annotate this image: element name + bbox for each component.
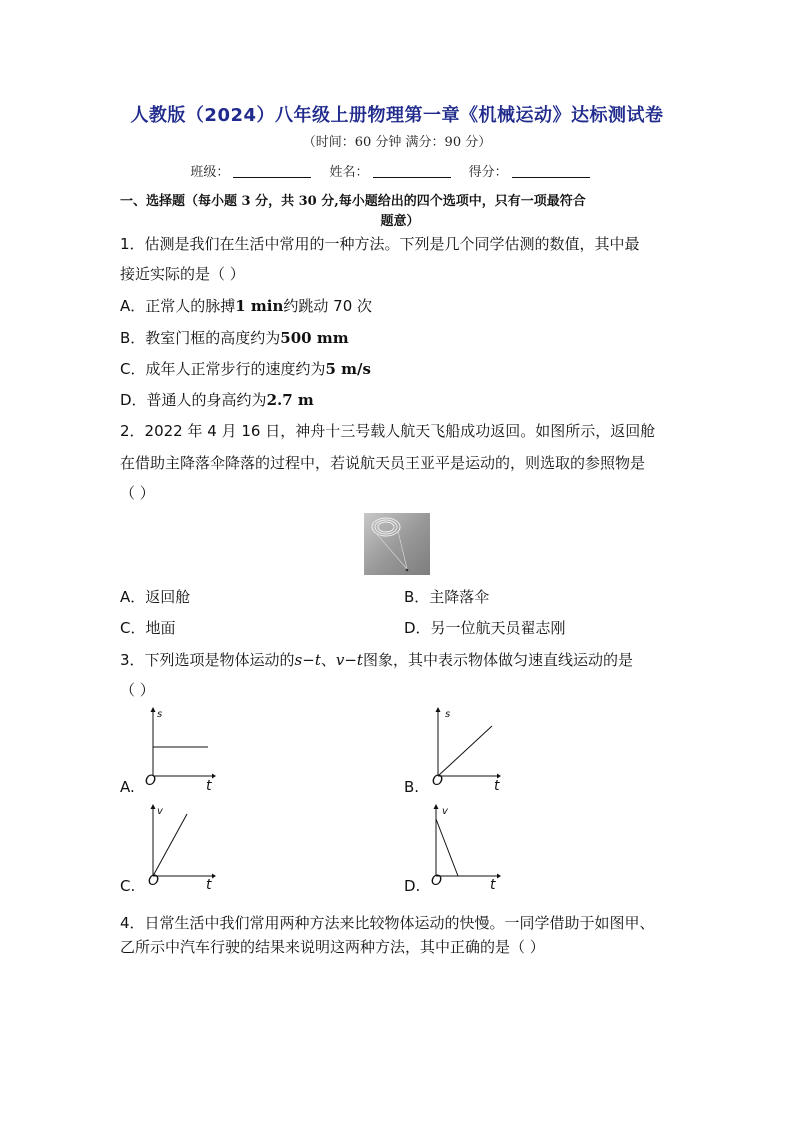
q3-c-axis-v: v (157, 806, 163, 817)
q3-d-axis-v: v (442, 806, 448, 817)
capsule-parachute-photo (364, 513, 430, 575)
q2-stem-line2: 在借助主降落伞降落的过程中，若说航天员王亚平是运动的，则选取的参照物是 (120, 454, 646, 472)
section-heading-line2: 题意） (380, 214, 420, 229)
class-blank (233, 165, 311, 178)
q3-c-axis-t: t (206, 877, 212, 893)
exam-subtitle: （时间：60 分钟 满分：90 分） (302, 135, 492, 150)
q1-option-b: B．教室门框的高度约为500 mm (120, 329, 349, 347)
q3-stem-line1: 3．下列选项是物体运动的s−t、v−t图象，其中表示物体做匀速直线运动的是 (120, 651, 633, 669)
q2-stem-line1: 2．2022 年 4 月 16 日，神舟十三号载人航天飞船成功返回。如图所示，返回舱 (120, 422, 656, 440)
q1-option-c: C．成年人正常步行的速度约为5 m/s (120, 360, 371, 378)
q3-option-d-label: D. (404, 877, 421, 895)
q3-b-axis-t: t (494, 778, 500, 794)
name-blank (373, 165, 451, 178)
score-label: 得分： (468, 165, 508, 180)
q3-a-axis-t: t (206, 778, 212, 794)
section-heading-line1: 一、选择题（每小题 3 分，共 30 分,每小题给出的四个选项中，只有一项最符合 (120, 194, 586, 209)
q3-stem-line2: （ ） (120, 681, 155, 699)
q1-stem-line1: 1．估测是我们在生活中常用的一种方法。下列是几个同学估测的数值，其中最 (120, 235, 640, 253)
q1-stem-line2: 接近实际的是（ ） (120, 265, 245, 283)
q3-option-b-label: B. (404, 778, 420, 796)
section-heading (120, 192, 680, 232)
q3-d-axis-t: t (490, 877, 496, 893)
class-label: 班级： (190, 165, 230, 180)
q3-b-origin: O (432, 773, 444, 789)
q3-option-a-label: A. (120, 778, 135, 796)
q3-a-origin: O (145, 773, 157, 789)
q4-stem-line1: 4．日常生活中我们常用两种方法来比较物体运动的快慢。一同学借助于如图甲、 (120, 914, 655, 932)
q4-stem-line2: 乙所示中汽车行驶的结果来说明这两种方法，其中正确的是（ ） (120, 938, 545, 956)
q3-option-c-label: C. (120, 877, 136, 895)
q3-c-origin: O (148, 873, 160, 889)
q2-option-c: C．地面 (120, 619, 176, 637)
parachute-image (364, 513, 430, 575)
score-blank (512, 165, 590, 178)
q2-option-a: A．返回舱 (120, 588, 191, 606)
q2-stem-line3: （ ） (120, 484, 155, 502)
page-title: 人教版（2024）八年级上册物理第一章《机械运动》达标测试卷 (130, 105, 664, 126)
q1-option-d: D．普通人的身高约为2.7 m (120, 391, 314, 409)
q3-b-axis-s: s (445, 709, 451, 720)
q2-option-d: D．另一位航天员翟志刚 (404, 619, 566, 637)
q3-d-origin: O (431, 873, 443, 889)
q3-a-axis-s: s (157, 709, 163, 720)
student-info-row (0, 161, 794, 180)
name-label: 姓名： (329, 165, 369, 180)
q1-option-a: A．正常人的脉搏1 min约跳动 70 次 (120, 297, 373, 315)
q2-option-b: B．主降落伞 (404, 588, 490, 606)
